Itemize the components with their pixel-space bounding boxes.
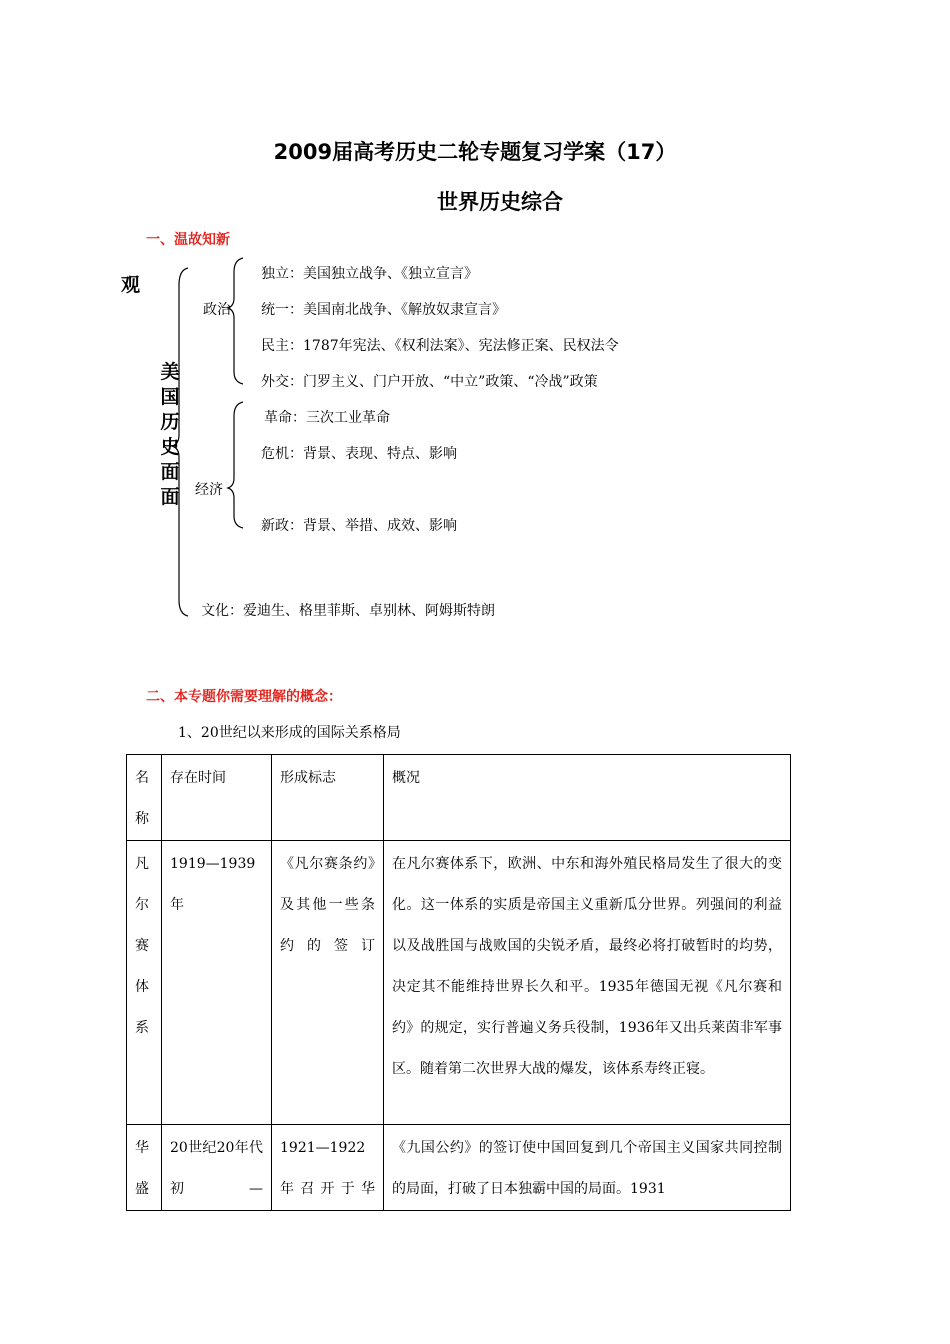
politics-brace xyxy=(228,258,243,384)
header-summary: 概况 xyxy=(384,755,791,841)
table-header-row xyxy=(127,755,791,841)
vertical-title: 美国历史面面 xyxy=(160,361,180,508)
section2-subheading: 1、20世纪以来形成的国际关系格局 xyxy=(178,725,401,741)
header-mark: 形成标志 xyxy=(272,755,384,841)
politics-item-diplomacy: 外交：门罗主义、门户开放、“中立”政策、“冷战”政策 xyxy=(261,374,598,390)
cell-mark: 1921—1922年召开于华 xyxy=(272,1125,384,1211)
side-label: 观 xyxy=(121,274,141,296)
cell-name: 华盛 xyxy=(127,1125,162,1211)
document-title: 2009届高考历史二轮专题复习学案（17） xyxy=(273,140,677,164)
section2-heading: 二、本专题你需要理解的概念： xyxy=(146,689,342,705)
cell-summary: 在凡尔赛体系下，欧洲、中东和海外殖民格局发生了很大的变化。这一体系的实质是帝国主义重新瓜分世界。列强间的利益以及战胜国与战败国的尖锐矛盾，最终必将打破暂时的均势，决定其不能维持世界长久和平。1935年德国无视《凡尔赛和约》的规定，实行普遍义务兵役制，1936年又出兵莱茵非军事区。随着第二次世界大战的爆发，该体系寿终正寝。 xyxy=(384,841,791,1125)
section1-heading: 一、温故知新 xyxy=(146,232,230,248)
politics-label: 政治 xyxy=(203,302,231,318)
table-row xyxy=(127,1125,791,1211)
economy-label: 经济 xyxy=(195,482,223,498)
cell-time: 1919—1939年 xyxy=(162,841,272,1125)
cell-name: 凡尔赛体系 xyxy=(127,841,162,1125)
table-row xyxy=(127,841,791,1125)
cell-mark: 《凡尔赛条约》及其他一些条约的签订 xyxy=(272,841,384,1125)
document-subtitle: 世界历史综合 xyxy=(437,190,563,214)
economy-item-crisis: 危机：背景、表现、特点、影响 xyxy=(261,446,457,462)
economy-brace xyxy=(228,402,243,528)
relations-table xyxy=(126,754,791,1211)
politics-item-independence: 独立：美国独立战争、《独立宣言》 xyxy=(261,266,478,282)
header-name: 名称 xyxy=(127,755,162,841)
culture-line: 文化：爱迪生、格里菲斯、卓别林、阿姆斯特朗 xyxy=(201,603,495,619)
cell-summary: 《九国公约》的签订使中国回复到几个帝国主义国家共同控制的局面，打破了日本独霸中国的局面。1931 xyxy=(384,1125,791,1211)
politics-item-unification: 统一：美国南北战争、《解放奴隶宣言》 xyxy=(261,302,506,318)
cell-time: 20世纪20年代初— xyxy=(162,1125,272,1211)
economy-item-new-deal: 新政：背景、举措、成效、影响 xyxy=(261,518,457,534)
politics-item-democracy: 民主：1787年宪法、《权利法案》、宪法修正案、民权法令 xyxy=(261,338,619,354)
economy-item-revolution: 革命：三次工业革命 xyxy=(264,410,390,426)
outer-brace xyxy=(172,268,188,616)
header-time: 存在时间 xyxy=(162,755,272,841)
